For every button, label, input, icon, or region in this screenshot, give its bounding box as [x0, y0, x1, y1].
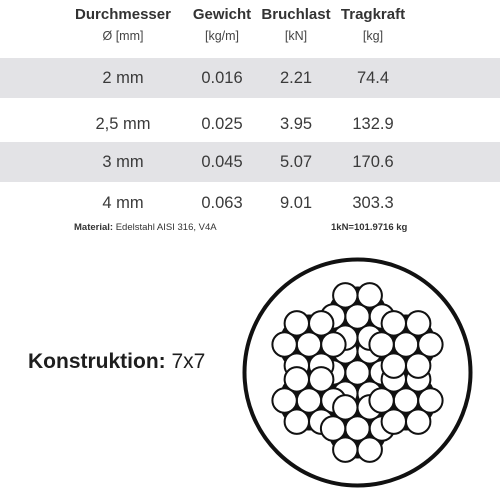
- wire: [285, 311, 309, 335]
- table-units: [0, 29, 500, 49]
- wire: [309, 367, 333, 391]
- cell-breaking-load: 9.01: [279, 194, 313, 212]
- cell-diameter: 4 mm: [102, 194, 144, 212]
- cell-breaking-load: 5.07: [279, 153, 313, 171]
- cell-diameter: 2,5 mm: [95, 115, 151, 133]
- unit-diameter: Ø [mm]: [102, 29, 144, 43]
- cell-capacity: 132.9: [352, 115, 394, 133]
- construction-value: 7x7: [171, 350, 206, 373]
- unit-weight: [kg/m]: [204, 29, 240, 43]
- cell-weight: 0.045: [201, 153, 243, 171]
- cell-weight: 0.016: [201, 69, 243, 87]
- wire: [406, 409, 430, 433]
- header-weight: Gewicht: [192, 6, 252, 23]
- wire: [285, 367, 309, 391]
- header-diameter: Durchmesser: [75, 6, 171, 23]
- table-row: [0, 183, 500, 223]
- construction-label: Konstruktion:: [28, 350, 166, 373]
- table-row: [0, 58, 500, 98]
- construction-heading: [28, 350, 205, 374]
- wire: [382, 311, 406, 335]
- material-label: Material:: [74, 222, 114, 233]
- unit-breaking-load: [kN]: [284, 29, 308, 43]
- table-row: [0, 104, 500, 144]
- cell-weight: 0.063: [201, 194, 243, 212]
- conversion-note: 1kN=101.9716 kg: [331, 222, 408, 233]
- material-value: Edelstahl AISI 316, V4A: [115, 222, 217, 233]
- cell-diameter: 3 mm: [102, 153, 144, 171]
- wire-rope-cross-section-icon: [240, 255, 475, 490]
- cell-breaking-load: 2.21: [279, 69, 313, 87]
- table-row: [0, 142, 500, 182]
- header-breaking-load: Bruchlast: [261, 6, 331, 23]
- cell-capacity: 74.4: [356, 69, 390, 87]
- wire: [358, 437, 382, 461]
- cell-capacity: 303.3: [352, 194, 394, 212]
- material-note: [74, 222, 217, 233]
- cell-weight: 0.025: [201, 115, 243, 133]
- wire: [309, 311, 333, 335]
- header-capacity: Tragkraft: [340, 6, 406, 23]
- cell-capacity: 170.6: [352, 153, 394, 171]
- wire: [333, 395, 357, 419]
- cell-diameter: 2 mm: [102, 69, 144, 87]
- wire: [406, 353, 430, 377]
- table-header: [0, 6, 500, 26]
- wire: [358, 283, 382, 307]
- wire: [406, 311, 430, 335]
- cell-breaking-load: 3.95: [279, 115, 313, 133]
- unit-capacity: [kg]: [362, 29, 384, 43]
- wire: [333, 283, 357, 307]
